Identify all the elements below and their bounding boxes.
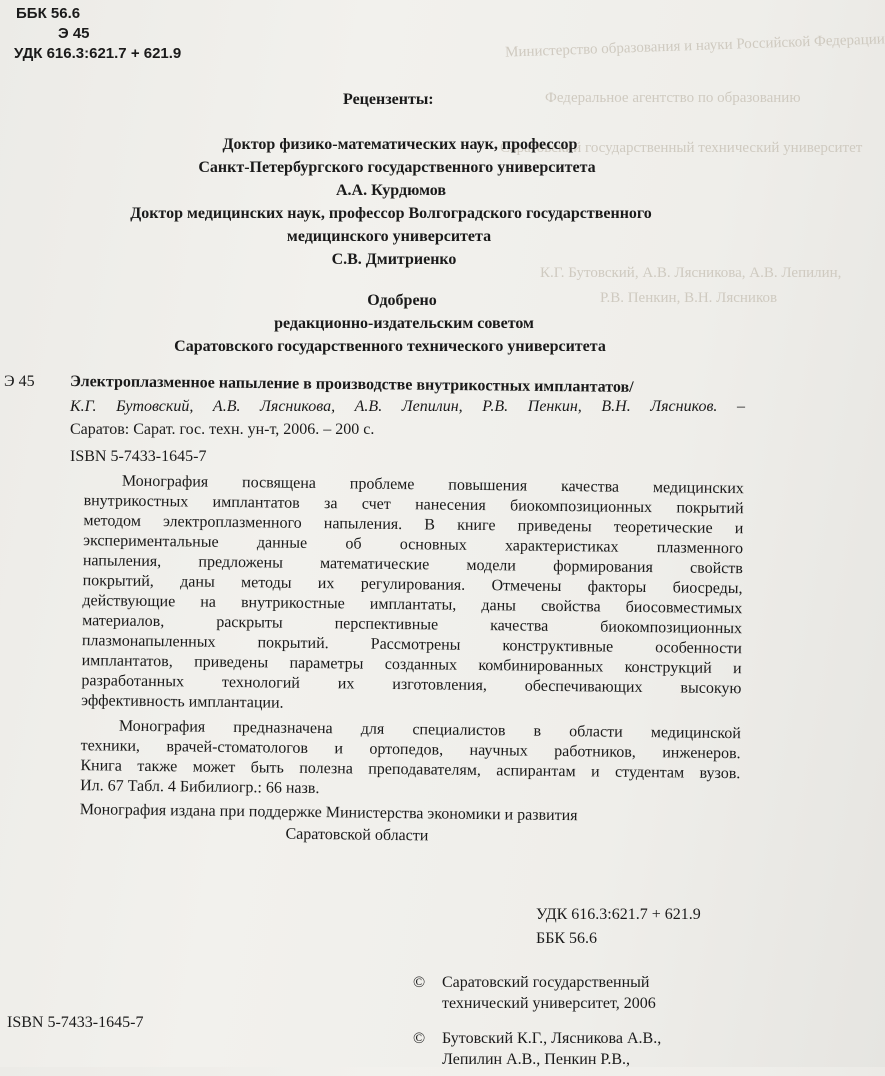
show-through-line: К.Г. Бутовский, А.В. Лясникова, А.В. Лепилин, xyxy=(540,265,842,281)
copyright-authors: Лепилин А.В., Пенкин Р.В., xyxy=(442,1051,630,1068)
abstract-line: разработанных технологий их изготовления, обеспечивающих высокую xyxy=(81,672,742,698)
abstract-line: методом электроплазменного напыления. В книге приведены теоретические и xyxy=(83,512,744,538)
show-through-line: Министерство образования и науки Российской Федерации xyxy=(504,31,885,61)
support-line: Монография издана при поддержке Министерства экономики и развития xyxy=(79,801,578,825)
reviewer-line: медицинского университета xyxy=(286,228,492,245)
header-code: Э 45 xyxy=(58,25,90,42)
approval-line: Саратовского государственного технического университета xyxy=(174,338,606,355)
abstract-line: Монография посвящена проблеме повышения качества медицинских xyxy=(121,472,744,498)
show-through-line: Саратовский государственный технический университет xyxy=(500,140,863,156)
reviewer-line: Санкт-Петербургского государственного университета xyxy=(198,159,596,176)
show-through-line: Федеральное агентство по образованию xyxy=(545,90,801,106)
abstract-line: Монография предназначена для специалистов в области медицинской xyxy=(118,717,741,743)
header-udk: УДК 616.3:621.7 + 621.9 xyxy=(14,45,182,62)
copyright-authors: Бутовский К.Г., Лясникова А.В., xyxy=(442,1030,662,1047)
abstract-line: напыления, предложены математические модели формирования свойств xyxy=(82,552,743,578)
support-line: Саратовской области xyxy=(285,825,429,845)
abstract-line: Ил. 67 Табл. 4 Бибилиогр.: 66 назв. xyxy=(80,777,320,798)
approval-line: Одобрено xyxy=(367,292,437,309)
abstract-line: плазмонапыленных покрытий. Рассмотрены конструктивные особенности xyxy=(81,632,742,658)
reviewer-name: С.В. Дмитриенко xyxy=(331,251,457,268)
class-bbk: ББК 56.6 xyxy=(536,930,598,947)
abstract-line: техники, врачей-стоматологов и ортопедов, научных работников, инженеров. xyxy=(80,737,741,763)
abstract-line: экспериментальные данные об основных характеристиках плазменного xyxy=(83,532,744,558)
approval-line: редакционно-издательским советом xyxy=(274,315,534,332)
abstract-line: покрытий, даны методы их регулирования. Отмечены факторы биосреды, xyxy=(82,572,743,598)
reviewers-title: Рецензенты: xyxy=(343,91,434,108)
class-udk: УДК 616.3:621.7 + 621.9 xyxy=(536,906,701,923)
bib-authors: К.Г. Бутовский, А.В. Лясникова, А.В. Лепилин, Р.В. Пенкин, В.Н. Лясников. – xyxy=(70,398,745,415)
bib-code: Э 45 xyxy=(4,373,35,390)
abstract-line: имплантатов, приведены параметры созданных комбинированных конструкций и xyxy=(81,652,742,678)
bib-isbn: ISBN 5-7433-1645-7 xyxy=(70,448,207,465)
copyright-icon: © xyxy=(413,974,426,991)
copyright-icon: © xyxy=(413,1030,426,1047)
abstract-line: материалов, раскрыты перспективные качества биокомпозиционных xyxy=(82,612,743,638)
header-bbk: ББК 56.6 xyxy=(16,5,81,22)
reviewer-name: А.А. Курдюмов xyxy=(335,182,447,199)
abstract-line: внутрикостных имплантатов за счет нанесения биокомпозиционных покрытий xyxy=(83,492,744,518)
reviewer-line: Доктор физико-математических наук, профессор xyxy=(222,136,578,153)
show-through-line: Р.В. Пенкин, В.Н. Лясников xyxy=(600,290,778,306)
reviewer-line: Доктор медицинских наук, профессор Волгоградского государственного xyxy=(130,205,652,222)
copyright-holder: Саратовский государственный xyxy=(442,974,650,991)
bib-title: Электроплазменное напыление в производстве внутрикостных имплантатов/ xyxy=(69,373,634,396)
copyright-holder: технический университет, 2006 xyxy=(442,995,656,1012)
bib-imprint: Саратов: Сарат. гос. техн. ун-т, 2006. – 200 с. xyxy=(70,421,375,438)
abstract-line: действующие на внутрикостные имплантаты, даны свойства биосовместимых xyxy=(82,592,743,618)
abstract-line: Книга также может быть полезна преподавателям, аспирантам и студентам вузов. xyxy=(80,757,741,783)
footer-isbn: ISBN 5-7433-1645-7 xyxy=(7,1014,144,1031)
abstract-line: эффективность имплантации. xyxy=(81,692,284,712)
